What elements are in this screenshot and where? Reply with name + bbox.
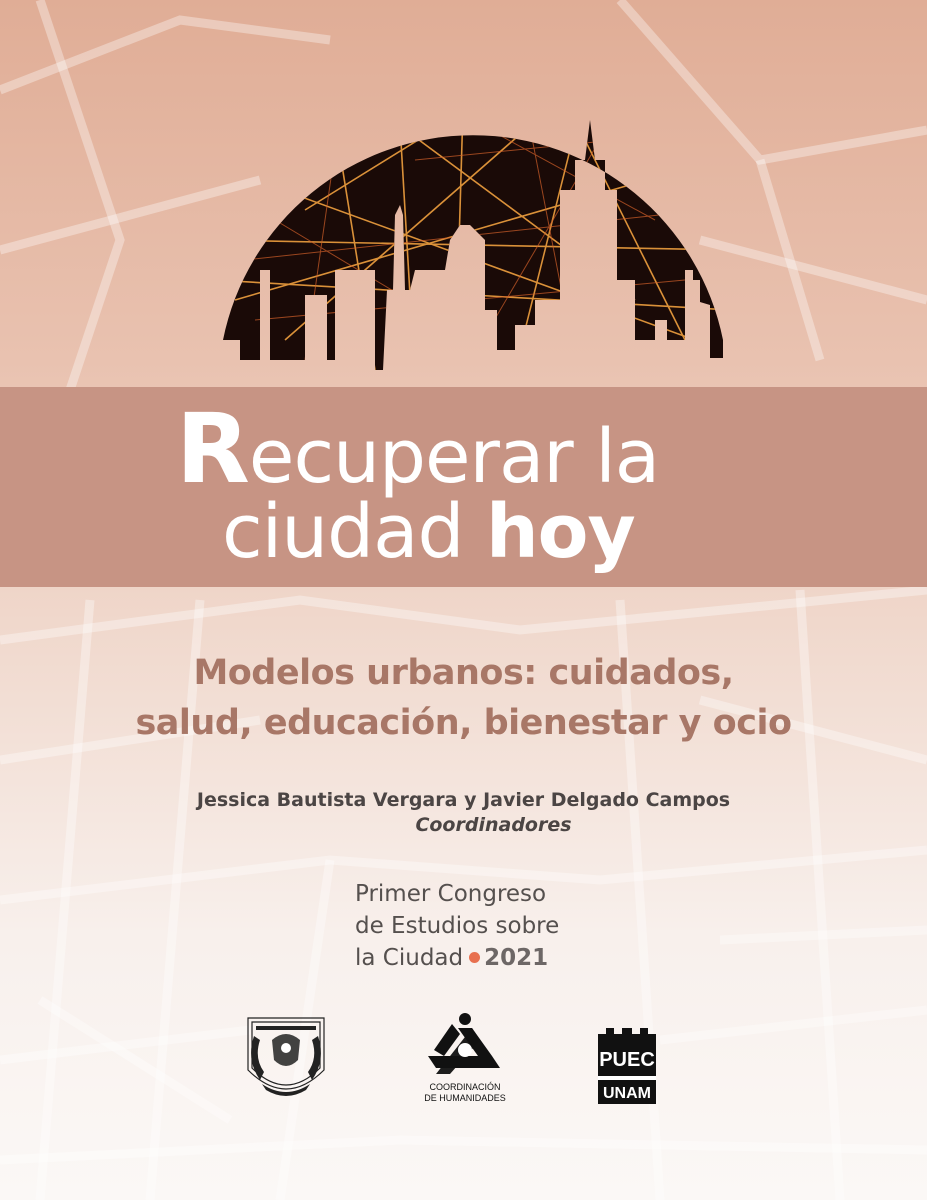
- subtitle-line-2: salud, educación, bienestar y ocio: [135, 703, 792, 743]
- humanidades-line-1: COORDINACIÓN: [429, 1082, 501, 1092]
- title-line-1-text: ecuperar la: [248, 414, 660, 500]
- humanidades-line-2: DE HUMANIDADES: [424, 1093, 506, 1103]
- coordinacion-humanidades-logo: [420, 1010, 510, 1110]
- puec-tower-icon: [596, 1026, 658, 1106]
- congress-line-2: de Estudios sobre: [355, 913, 560, 939]
- authors: Jessica Bautista Vergara y Javier Delgado Campos: [196, 789, 731, 811]
- congress-info: [355, 878, 595, 974]
- title-line-2-bold: hoy: [485, 489, 635, 575]
- congress-year: 2021: [484, 945, 549, 971]
- title-initial: R: [176, 393, 249, 505]
- title-line-2: [222, 487, 635, 577]
- puec-top-text: PUEC: [599, 1049, 655, 1071]
- congress-line-3: la Ciudad: [355, 945, 464, 971]
- unam-crest-icon: [242, 1010, 330, 1105]
- city-skyline-illustration: [215, 40, 730, 380]
- subtitle: [60, 648, 867, 748]
- subtitle-line-1: Modelos urbanos: cuidados,: [193, 653, 734, 693]
- title-line-2-text: ciudad: [222, 489, 486, 575]
- congress-line-1: Primer Congreso: [355, 881, 547, 907]
- coordinacion-humanidades-icon: [420, 1010, 510, 1080]
- congress-line-3-wrap: [355, 942, 595, 974]
- authors-role: Coordinadores: [415, 814, 572, 836]
- bullet-dot-icon: [469, 952, 480, 963]
- puec-bottom-text: UNAM: [603, 1085, 651, 1102]
